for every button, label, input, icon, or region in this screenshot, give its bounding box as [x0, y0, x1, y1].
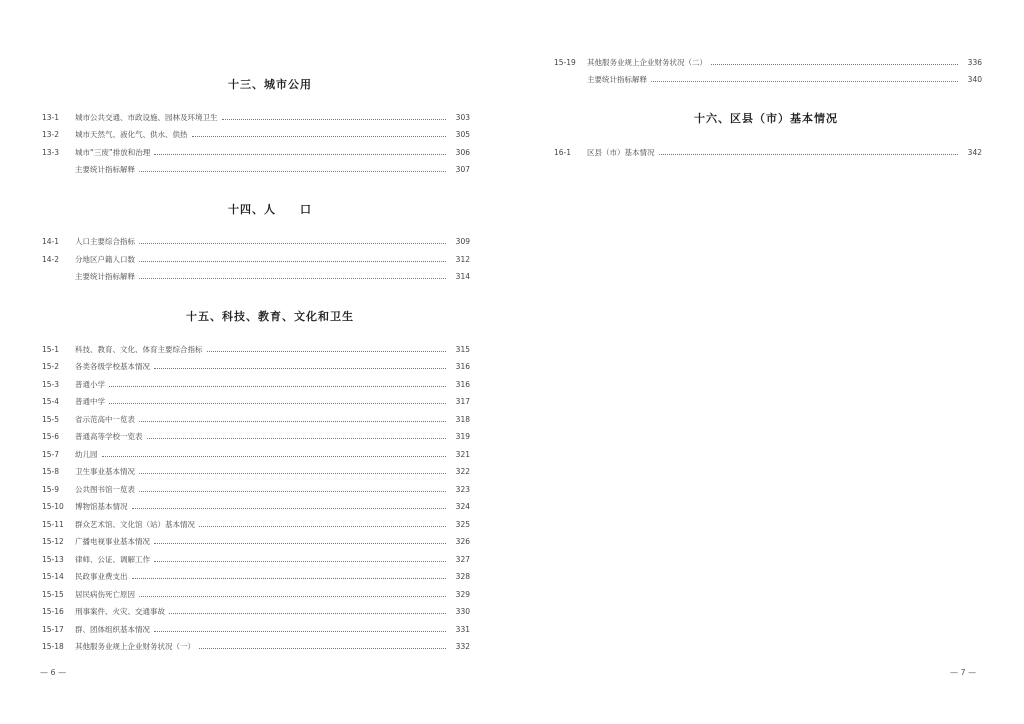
toc-entry-15-16[interactable]	[42, 606, 470, 618]
entry-page-number: 317	[455, 397, 470, 406]
entry-page-number: 325	[455, 520, 470, 529]
entry-number: 15-8	[42, 467, 60, 476]
entry-number: 15-18	[42, 642, 64, 651]
toc-entry-15-5[interactable]	[42, 414, 470, 426]
entry-page-number: 307	[455, 165, 470, 174]
entry-page-number: 331	[455, 625, 470, 634]
entry-number: 15-7	[42, 450, 60, 459]
toc-entry-15-12[interactable]	[42, 536, 470, 548]
dot-leader	[139, 596, 446, 597]
entry-number: 14-1	[42, 237, 60, 246]
entry-title: 群众艺术馆、文化馆（站）基本情况	[75, 520, 195, 529]
dot-leader	[207, 351, 447, 352]
entry-page-number: 312	[455, 255, 470, 264]
entry-number: 14-2	[42, 255, 60, 264]
entry-title: 主要统计指标解释	[75, 165, 135, 174]
dot-leader	[199, 526, 446, 527]
entry-page-number: 340	[967, 75, 982, 84]
entry-page-number: 309	[455, 237, 470, 246]
toc-entry-15-19[interactable]	[554, 57, 982, 69]
toc-entry-16-1[interactable]	[554, 147, 982, 159]
toc-entry-15-15[interactable]	[42, 589, 470, 601]
entry-number: 15-1	[42, 345, 60, 354]
entry-number: 15-13	[42, 555, 64, 564]
dot-leader	[154, 154, 446, 155]
entry-number: 13-3	[42, 148, 60, 157]
dot-leader	[222, 119, 447, 120]
toc-entry-15-7[interactable]	[42, 449, 470, 461]
toc-entry-15-6[interactable]	[42, 431, 470, 443]
entry-title: 普通小学	[75, 380, 105, 389]
dot-leader	[154, 543, 446, 544]
toc-entry-15-13[interactable]	[42, 554, 470, 566]
entry-title: 普通高等学校一览表	[75, 432, 143, 441]
entry-number: 13-1	[42, 113, 60, 122]
entry-page-number: 306	[455, 148, 470, 157]
dot-leader	[147, 438, 447, 439]
toc-entry-15-4[interactable]	[42, 396, 470, 408]
toc-entry-15-14[interactable]	[42, 571, 470, 583]
entry-page-number: 332	[455, 642, 470, 651]
toc-entry-15-2[interactable]	[42, 361, 470, 373]
entry-page-number: 326	[455, 537, 470, 546]
entry-title: 分地区户籍人口数	[75, 255, 135, 264]
entry-page-number: 329	[455, 590, 470, 599]
dot-leader	[139, 278, 446, 279]
entry-page-number: 305	[455, 130, 470, 139]
dot-leader	[651, 81, 958, 82]
entry-page-number: 324	[455, 502, 470, 511]
toc-entry-15-10[interactable]	[42, 501, 470, 513]
entry-title: 公共图书馆一览表	[75, 485, 135, 494]
entry-number: 15-15	[42, 590, 64, 599]
toc-entry-15-3[interactable]	[42, 379, 470, 391]
entry-number: 15-6	[42, 432, 60, 441]
entry-page-number: 321	[455, 450, 470, 459]
toc-entry-13-1[interactable]	[42, 112, 470, 124]
entry-number: 15-17	[42, 625, 64, 634]
dot-leader	[102, 456, 447, 457]
dot-leader	[132, 508, 447, 509]
entry-number: 15-3	[42, 380, 60, 389]
toc-entry-13-3[interactable]	[42, 147, 470, 159]
entry-page-number: 303	[455, 113, 470, 122]
entry-title: 各类各级学校基本情况	[75, 362, 150, 371]
section-title-16: 十六、区县（市）基本情况	[694, 112, 838, 125]
entry-title: 博物馆基本情况	[75, 502, 128, 511]
entry-page-number: 315	[455, 345, 470, 354]
entry-number: 13-2	[42, 130, 60, 139]
entry-title: 主要统计指标解释	[75, 272, 135, 281]
dot-leader	[109, 403, 446, 404]
entry-title: 卫生事业基本情况	[75, 467, 135, 476]
entry-number: 15-4	[42, 397, 60, 406]
toc-entry-14-1[interactable]	[42, 236, 470, 248]
entry-title: 人口主要综合指标	[75, 237, 135, 246]
toc-entry-15-18[interactable]	[42, 641, 470, 653]
entry-page-number: 316	[455, 380, 470, 389]
entry-title: 普通中学	[75, 397, 105, 406]
entry-number: 15-9	[42, 485, 60, 494]
entry-title: 区县（市）基本情况	[587, 148, 655, 157]
dot-leader	[139, 171, 446, 172]
toc-entry-15-11[interactable]	[42, 519, 470, 531]
dot-leader	[154, 561, 446, 562]
dot-leader	[109, 386, 446, 387]
entry-title: 刑事案件、火灾、交通事故	[75, 607, 165, 616]
entry-title: 其他服务业规上企业财务状况（二）	[587, 58, 707, 67]
entry-page-number: 322	[455, 467, 470, 476]
toc-entry-13-notes[interactable]	[42, 164, 470, 176]
dot-leader	[139, 261, 446, 262]
toc-entry-15-9[interactable]	[42, 484, 470, 496]
entry-page-number: 314	[455, 272, 470, 281]
dot-leader	[711, 64, 958, 65]
entry-title: 广播电视事业基本情况	[75, 537, 150, 546]
right-page	[512, 0, 1024, 724]
dot-leader	[132, 578, 447, 579]
entry-page-number: 336	[967, 58, 982, 67]
section-title-15: 十五、科技、教育、文化和卫生	[186, 310, 354, 323]
toc-entry-14-notes[interactable]	[42, 271, 470, 283]
dot-leader	[199, 648, 446, 649]
dot-leader	[139, 243, 446, 244]
entry-title: 其他服务业规上企业财务状况（一）	[75, 642, 195, 651]
dot-leader	[139, 421, 446, 422]
entry-title: 省示范高中一览表	[75, 415, 135, 424]
toc-entry-13-2[interactable]	[42, 129, 470, 141]
dot-leader	[169, 613, 446, 614]
dot-leader	[139, 491, 446, 492]
toc-entry-15-17[interactable]	[42, 624, 470, 636]
entry-title: 科技、教育、文化、体育主要综合指标	[75, 345, 203, 354]
entry-number: 15-10	[42, 502, 64, 511]
entry-number: 15-14	[42, 572, 64, 581]
entry-title: 城市公共交通、市政设施、园林及环境卫生	[75, 113, 218, 122]
entry-title: 群、团体组织基本情况	[75, 625, 150, 634]
entry-page-number: 323	[455, 485, 470, 494]
entry-title: 居民病伤死亡原因	[75, 590, 135, 599]
entry-number: 15-12	[42, 537, 64, 546]
entry-title: 城市天然气、液化气、供水、供热	[75, 130, 188, 139]
entry-page-number: 318	[455, 415, 470, 424]
dot-leader	[659, 154, 959, 155]
entry-number: 15-5	[42, 415, 60, 424]
section-title-14: 十四、人 口	[228, 203, 312, 216]
page-number-footer: — 6 —	[40, 668, 67, 677]
toc-entry-15-1[interactable]	[42, 344, 470, 356]
toc-entry-15-notes[interactable]	[554, 74, 982, 86]
entry-page-number: 328	[455, 572, 470, 581]
entry-page-number: 316	[455, 362, 470, 371]
entry-page-number: 327	[455, 555, 470, 564]
toc-entry-14-2[interactable]	[42, 254, 470, 266]
section-title-13: 十三、城市公用	[228, 78, 312, 91]
dot-leader	[192, 136, 447, 137]
entry-page-number: 330	[455, 607, 470, 616]
dot-leader	[154, 368, 446, 369]
entry-title: 律师、公证、调解工作	[75, 555, 150, 564]
dot-leader	[154, 631, 446, 632]
entry-title: 民政事业费支出	[75, 572, 128, 581]
entry-page-number: 342	[967, 148, 982, 157]
entry-number: 15-11	[42, 520, 64, 529]
toc-entry-15-8[interactable]	[42, 466, 470, 478]
entry-page-number: 319	[455, 432, 470, 441]
entry-number: 15-2	[42, 362, 60, 371]
entry-number: 15-19	[554, 58, 576, 67]
dot-leader	[139, 473, 446, 474]
page-number-footer: — 7 —	[950, 668, 977, 677]
entry-number: 15-16	[42, 607, 64, 616]
entry-number: 16-1	[554, 148, 572, 157]
entry-title: 主要统计指标解释	[587, 75, 647, 84]
entry-title: 城市“三废”排放和治理	[75, 148, 151, 157]
entry-title: 幼儿园	[75, 450, 98, 459]
